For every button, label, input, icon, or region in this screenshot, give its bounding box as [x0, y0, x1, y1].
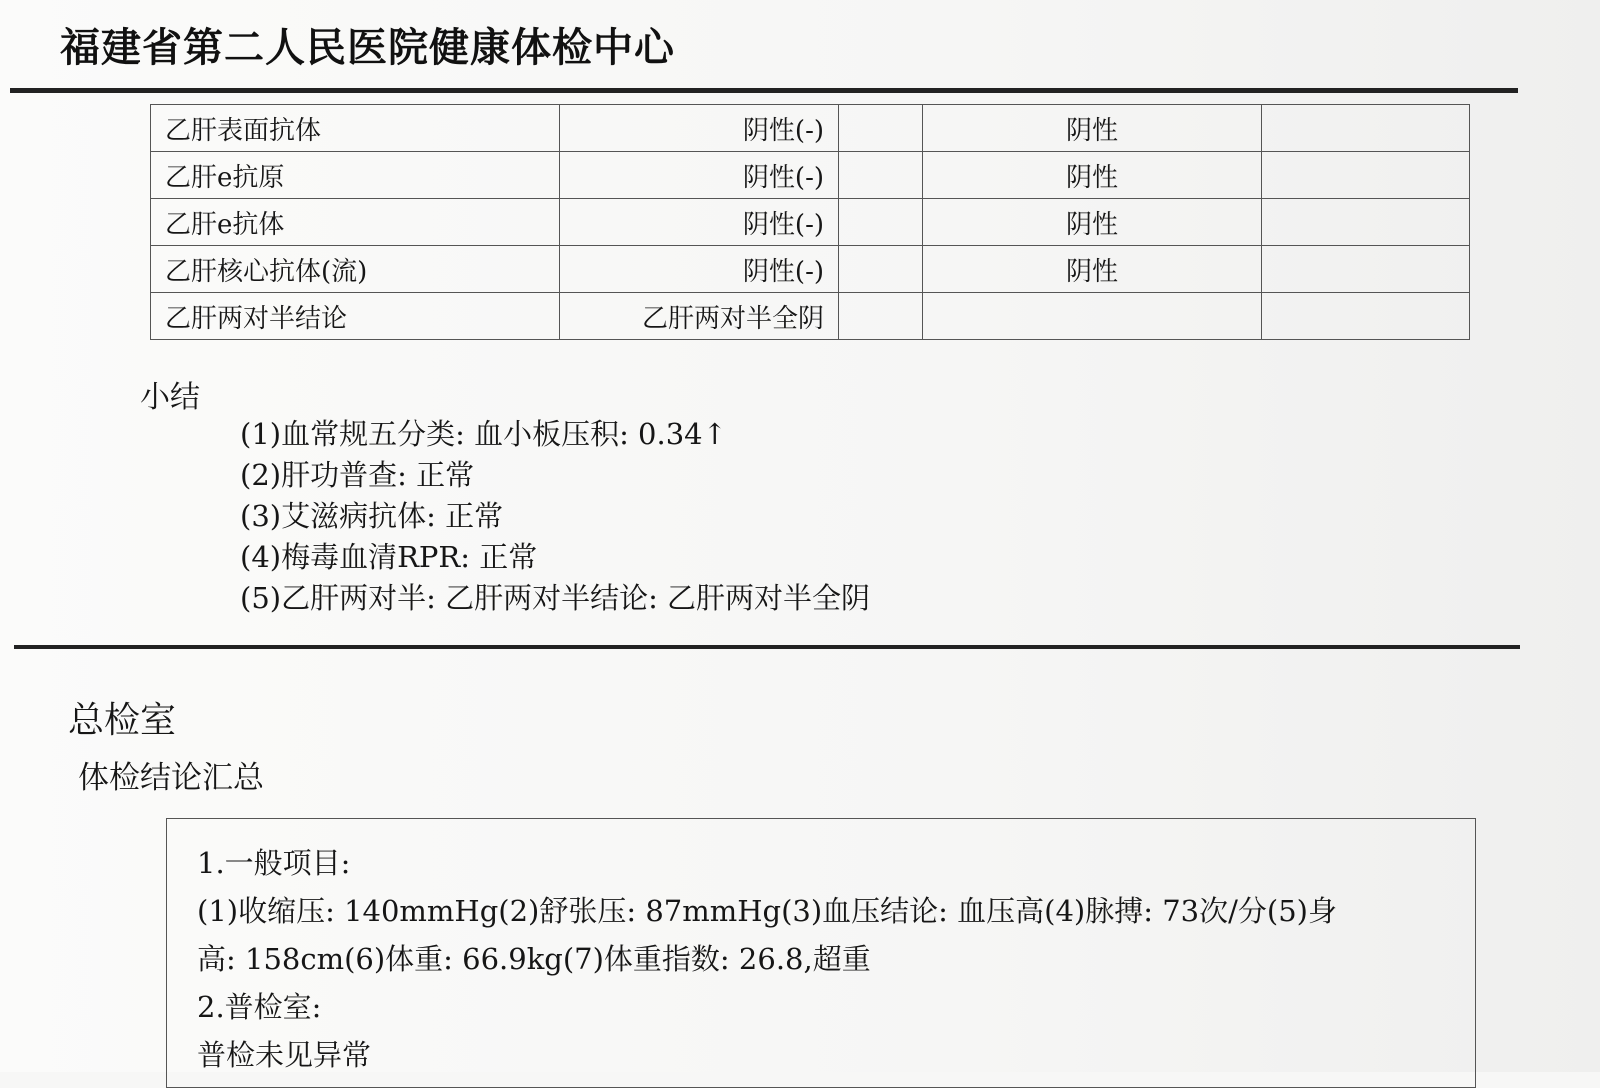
- table-row: [151, 293, 1470, 340]
- section-divider: [14, 645, 1520, 649]
- summary-list: [240, 414, 870, 619]
- conclusion-line: 高: 158cm(6)体重: 66.9kg(7)体重指数: 26.8,超重: [197, 942, 871, 976]
- flag-cell: [1262, 105, 1470, 152]
- section-subtitle: 体检结论汇总: [78, 760, 264, 796]
- conclusion-line: (1)收缩压: 140mmHg(2)舒张压: 87mmHg(3)血压结论: 血压高(4)脉搏: 73次/分(5)身: [197, 894, 1337, 928]
- test-name-cell: 乙肝e抗原: [151, 152, 560, 199]
- summary-item: (4)梅毒血清RPR: 正常: [240, 540, 538, 574]
- table-row: [151, 105, 1470, 152]
- table-row: [151, 152, 1470, 199]
- header-divider: [10, 88, 1518, 93]
- unit-cell: [839, 246, 923, 293]
- reference-cell: 阴性: [923, 246, 1262, 293]
- summary-item: (1)血常规五分类: 血小板压积: 0.34↑: [240, 417, 727, 451]
- unit-cell: [839, 152, 923, 199]
- result-value-cell: 阴性(-): [560, 246, 839, 293]
- conclusion-line: 普检未见异常: [197, 1038, 372, 1072]
- result-value-cell: 阴性(-): [560, 105, 839, 152]
- result-value-cell: 阴性(-): [560, 199, 839, 246]
- summary-item: (3)艾滋病抗体: 正常: [240, 499, 504, 533]
- test-name-cell: 乙肝e抗体: [151, 199, 560, 246]
- reference-cell: 阴性: [923, 105, 1262, 152]
- hospital-title: 福建省第二人民医院健康体检中心: [60, 25, 675, 71]
- conclusion-summary-box: [166, 818, 1476, 1088]
- reference-cell: 阴性: [923, 152, 1262, 199]
- summary-item: (5)乙肝两对半: 乙肝两对半结论: 乙肝两对半全阴: [240, 581, 871, 615]
- summary-heading: 小结: [140, 380, 200, 415]
- reference-cell: [923, 293, 1262, 340]
- flag-cell: [1262, 293, 1470, 340]
- test-name-cell: 乙肝表面抗体: [151, 105, 560, 152]
- test-name-cell: 乙肝两对半结论: [151, 293, 560, 340]
- table-row: [151, 246, 1470, 293]
- result-value-cell: 乙肝两对半全阴: [560, 293, 839, 340]
- hepatitis-b-results-table: [150, 104, 1470, 340]
- flag-cell: [1262, 199, 1470, 246]
- flag-cell: [1262, 246, 1470, 293]
- unit-cell: [839, 293, 923, 340]
- unit-cell: [839, 199, 923, 246]
- section-title: 总检室: [68, 700, 177, 741]
- flag-cell: [1262, 152, 1470, 199]
- reference-cell: 阴性: [923, 199, 1262, 246]
- result-value-cell: 阴性(-): [560, 152, 839, 199]
- conclusion-line: 1.一般项目:: [197, 846, 351, 880]
- test-name-cell: 乙肝核心抗体(流): [151, 246, 560, 293]
- summary-item: (2)肝功普查: 正常: [240, 458, 475, 492]
- unit-cell: [839, 105, 923, 152]
- conclusion-line: 2.普检室:: [197, 990, 322, 1024]
- table-row: [151, 199, 1470, 246]
